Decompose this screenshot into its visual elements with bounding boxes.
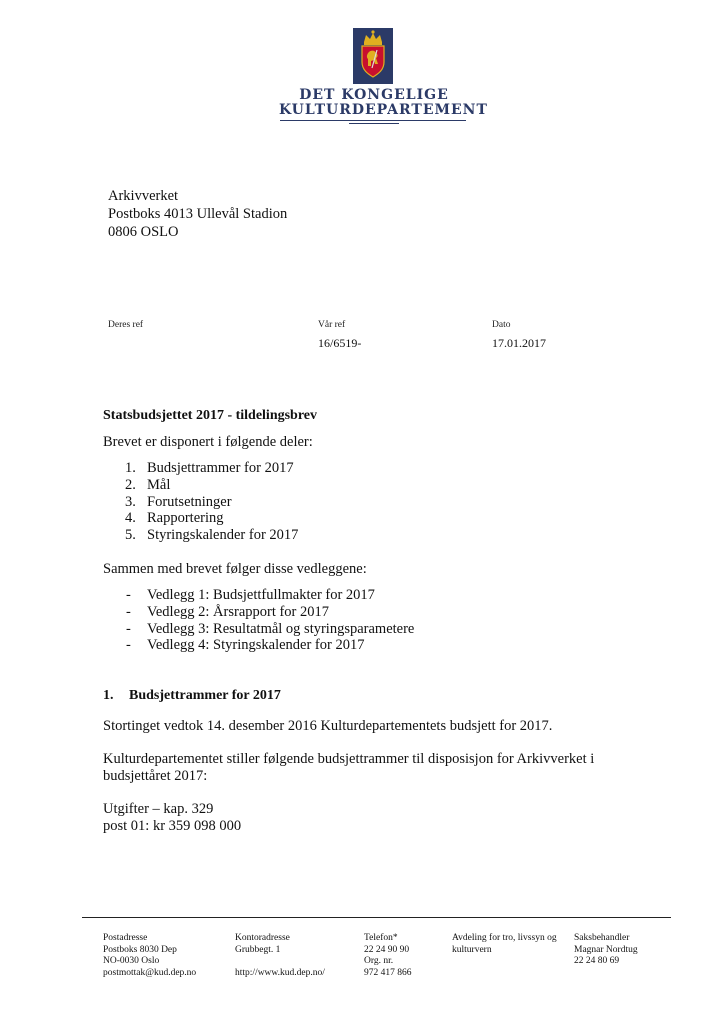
list-item: 2. Mål <box>125 476 171 493</box>
list-item: 1. Budsjettrammer for 2017 <box>125 460 294 476</box>
footer-divider <box>82 917 671 918</box>
parts-list <box>103 460 298 544</box>
list-item: 5. Styringskalender for 2017 <box>125 527 299 544</box>
recipient-name: Arkivverket <box>108 188 179 204</box>
dato-value: 17.01.2017 <box>492 336 546 350</box>
letterhead <box>279 28 488 128</box>
footer-postal: Postadresse Postboks 8030 Dep NO-0030 Oslo postmottak@kud.dep.no <box>103 933 197 979</box>
expense-amount: post 01: kr 359 098 000 <box>103 818 242 834</box>
list-item: - Vedlegg 2: Årsrapport for 2017 <box>126 603 330 620</box>
list-item: - Vedlegg 4: Styringskalender for 2017 <box>126 637 365 654</box>
letterhead-divider <box>280 120 466 121</box>
attachments-list <box>103 587 414 654</box>
dato-label: Dato <box>492 320 511 330</box>
footer-caseworker: Saksbehandler Magnar Nordtug 22 24 80 69 <box>574 933 638 967</box>
section-number: 1. <box>103 688 114 703</box>
letterhead-divider-short <box>349 123 399 124</box>
list-item: 3. Forutsetninger <box>125 493 232 510</box>
letterhead-line2: KULTURDEPARTEMENT <box>279 102 488 118</box>
var-ref-label: Vår ref <box>318 320 346 330</box>
recipient-address <box>108 187 287 241</box>
paragraph-2-line1: Kulturdepartementet stiller følgende budsjettrammer til disposisjon for Arkivverket i <box>103 751 595 767</box>
intro-text: Brevet er disponert i følgende deler: <box>103 434 313 450</box>
letter-subject: Statsbudsjettet 2017 - tildelingsbrev <box>103 408 318 423</box>
footer-department: Avdeling for tro, livssyn og kulturvern <box>452 933 557 955</box>
footer-phone: Telefon* 22 24 90 90 Org. nr. 972 417 866 <box>364 933 412 979</box>
recipient-postal: 0806 OSLO <box>108 224 179 240</box>
section-heading <box>103 688 281 704</box>
section-title: Budsjettrammer for 2017 <box>129 688 281 703</box>
expense-heading: Utgifter – kap. 329 <box>103 801 214 817</box>
paragraph-1: Stortinget vedtok 14. desember 2016 Kulturdepartementets budsjett for 2017. <box>103 718 553 734</box>
list-item: - Vedlegg 3: Resultatmål og styringsparametere <box>126 620 415 637</box>
letterhead-line1: DET KONGELIGE <box>299 87 449 103</box>
attachments-intro: Sammen med brevet følger disse vedleggene: <box>103 561 367 577</box>
deres-ref-label: Deres ref <box>108 320 144 330</box>
paragraph-2-line2: budsjettåret 2017: <box>103 768 208 784</box>
footer-website: http://www.kud.dep.no/ <box>235 968 325 979</box>
list-item: 4. Rapportering <box>125 510 224 527</box>
footer-office: Kontoradresse Grubbegt. 1 http://www.kud.dep.no/ <box>235 933 325 979</box>
coat-of-arms-icon <box>353 28 393 84</box>
footer-email: postmottak@kud.dep.no <box>103 968 197 979</box>
var-ref-value: 16/6519- <box>318 336 362 350</box>
recipient-street: Postboks 4013 Ullevål Stadion <box>108 206 288 222</box>
list-item: - Vedlegg 1: Budsjettfullmakter for 2017 <box>126 587 375 603</box>
